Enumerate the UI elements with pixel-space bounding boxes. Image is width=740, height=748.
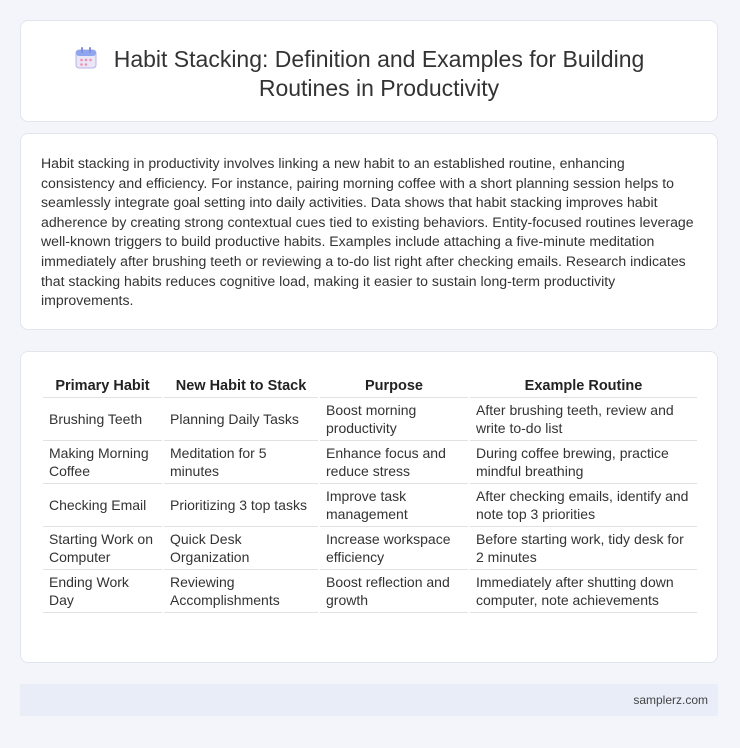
- cell-new-habit: Reviewing Accomplishments: [163, 570, 319, 613]
- footer-bar: [20, 684, 718, 716]
- column-header-purpose: Purpose: [319, 372, 469, 398]
- cell-new-habit: Meditation for 5 minutes: [163, 441, 319, 484]
- habit-table: [43, 372, 697, 613]
- table-row: [43, 527, 697, 570]
- cell-purpose: Boost morning productivity: [319, 398, 469, 441]
- table-row: [43, 484, 697, 527]
- column-header-example-routine: Example Routine: [469, 372, 697, 398]
- cell-example-routine: During coffee brewing, practice mindful breathing: [469, 441, 697, 484]
- cell-example-routine: After checking emails, identify and note top 3 priorities: [469, 484, 697, 527]
- cell-purpose: Enhance focus and reduce stress: [319, 441, 469, 484]
- cell-purpose: Increase workspace efficiency: [319, 527, 469, 570]
- cell-primary-habit: Ending Work Day: [43, 570, 163, 613]
- page-title: Habit Stacking: Definition and Examples for Building Routines in Productivity: [113, 46, 645, 101]
- cell-new-habit: Planning Daily Tasks: [163, 398, 319, 441]
- cell-primary-habit: Checking Email: [43, 484, 163, 527]
- cell-purpose: Boost reflection and growth: [319, 570, 469, 613]
- cell-example-routine: After brushing teeth, review and write to-do list: [469, 398, 697, 441]
- cell-primary-habit: Starting Work on Computer: [43, 527, 163, 570]
- table-row: [43, 398, 697, 441]
- table-row: [43, 441, 697, 484]
- intro-paragraph: Habit stacking in productivity involves linking a new habit to an established routine, enhancing consistency and efficiency. For instance, pairing morning coffee with a short planning session helps to seamlessly integrate goal setting into daily activities. Data shows that habit stacking improves habit adherence by creating strong contextual cues tied to existing behaviors. Entity-focused routines leverage well-known triggers to build productive habits. Examples include attaching a five-minute meditation immediately after brushing teeth or reviewing a to-do list right after checking emails. Research indicates that stacking habits reduces cognitive load, making it easier to sustain long-term productivity improvements.: [41, 155, 694, 309]
- table-header-row: [43, 372, 697, 398]
- cell-example-routine: Immediately after shutting down computer, note achievements: [469, 570, 697, 613]
- column-header-new-habit: New Habit to Stack: [163, 372, 319, 398]
- title-card: [20, 20, 718, 122]
- intro-card: [20, 133, 718, 330]
- footer-site-link[interactable]: samplerz.com: [633, 693, 708, 707]
- cell-new-habit: Quick Desk Organization: [163, 527, 319, 570]
- cell-primary-habit: Making Morning Coffee: [43, 441, 163, 484]
- cell-primary-habit: Brushing Teeth: [43, 398, 163, 441]
- table-card: [20, 351, 718, 663]
- table-row: [43, 570, 697, 613]
- cell-example-routine: Before starting work, tidy desk for 2 minutes: [469, 527, 697, 570]
- cell-purpose: Improve task management: [319, 484, 469, 527]
- cell-new-habit: Prioritizing 3 top tasks: [163, 484, 319, 527]
- column-header-primary-habit: Primary Habit: [43, 372, 163, 398]
